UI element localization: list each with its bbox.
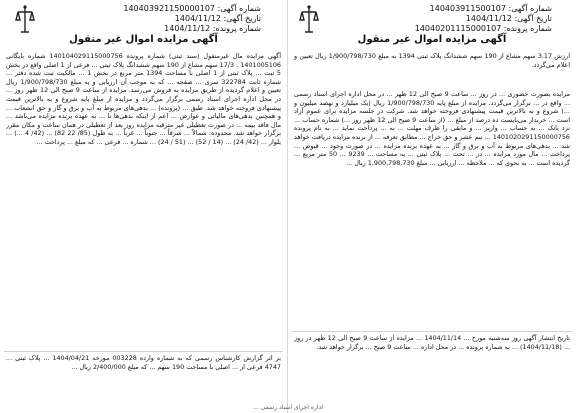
right-divider (292, 331, 572, 332)
right-masthead (288, 0, 576, 50)
right-ad-number: شماره آگهی: 140403911500107 (429, 4, 552, 13)
right-ad-column (288, 0, 576, 413)
judiciary-emblem-icon (298, 4, 320, 34)
left-ad-footnote: بر اثر گزارش کارشناس رسمی که به شماره وارده 003228 مورخه 1404/04/21 ... پلاک ثبتی ... 4747 فرعی از ... اصلی با مساحت 190 سهم ... که مبلغ 2/400/000 ریال ... (6, 354, 281, 371)
left-ad-meta (123, 4, 261, 34)
right-ad-date: تاریخ آگهی: 1404/11/12 (465, 14, 552, 23)
right-ad-body: مزایده بصورت حضوری ... در روز ... ساعت 9 صبح الی 12 ظهر ... در محل اداره اجرای اسناد رسمی ... واقع در ... برگزار می‌گردد. مزایده از مبلغ پایه 1/900/798/730 ریال (یک میلیارد و نهصد میلیون و ...) شروع و به بالاترین قیمت پیشنهادی فروخته خواهد شد. شرکت در جلسه مزایده برای عموم آزاد است ... خریدار می‌بایست ده درصد از مبلغ ... (از ساعت 9 صبح الی 12 ظهر روز ...) شماره حساب ... نزد بانک ... به حساب ... واریز ... و مابقی را ظرف مهلت ... به ... پرداخت نماید ... به نام پرونده 1401020291150000756 ... نیم عشر و حق حراج ... مطابق تعرفه ... از برنده مزایده دریافت خواهد شد ... بدهی‌های مربوط به آب و برق و گاز ... به عهده برنده مزایده ... در صورت وجود ... قبوض ... پرداخت ... مال مورد مزایده ... در ... تحت ... پلاک ثبتی ... به مساحت ... 9239 ... 50 متر مربع ... گردیده است ... به نحوی که ... ملاحظه ... ارزیابی ... مبلغ 1,900,798,730 ریال ... (294, 90, 570, 167)
left-case-number: شماره پرونده: 1404/11/12 (164, 24, 261, 33)
left-ad-body: آگهی مزایده مال غیرمنقول (سند ثبتی) شماره پرونده 140104029115000756 شماره بایگانی 1401005106 . 17/3 سهم مشاع از 190 سهم ششدانگ پلاک ثبتی ... فرعی از 1 اصلی واقع در بخش 5 ثبت ... پلاک ثبتی از 1 اصلی با مساحت 1394 متر مربع در بخش 1 ... مالکیت ثبت شده دفتر ... شماره ثابت 322784 سری ... صفحه ... که به موجب آن ارزیابی و به مبلغ 1/900/798/730 ریال تعیین و اعلام گردیده از طریق مزایده به فروش می‌رسد. مزایده از ساعت 9 صبح الی 12 ظهر روز ... در محل اداره اجرای اسناد رسمی برگزار می‌گردد و مزایده از مبلغ پایه شروع و به بالاترین قیمت پیشنهادی فروخته خواهد شد. طبق ... (پرونده) ... بدهی‌های مربوط به آب و برق و گاز و حق انشعاب ... و همچنین بدهی‌های مالیاتی و عوارض ... اعم از اینکه بدهی‌ها تا ... به عهده برنده مزایده می‌باشد ... مال فاقد بیمه ... در صورت تعطیلی غیر مترقبه مزایده روز بعد از تعطیلی در همان ساعت و مکان مقرر برگزار خواهد شد. محدوده: شمالاً ... شرقاً ... جنوباً ... غرباً ... به طول (85/ 22 82) ... (42/ 4 ...) ... بلوار ... (42/ 24) ... (14 / 52) ... (51 / 24) ... شماره ... فرعی ... که مبلغ ... پرداخت ... (6, 52, 281, 146)
right-ad-footnote: تاریخ انتشار آگهی روز سه‌شنبه مورخ ... 1404/11/14 ... مزایده از ساعت 9 صبح الی 12 ظهر در روز ... (1404/11/18) ... به شماره پرونده ... در محل اداره ... ساعت 9 صبح ... برگزار خواهد شد. (294, 334, 570, 351)
left-ad-title: آگهی مزایده اموال غیر منقول (69, 34, 218, 45)
judiciary-emblem-icon (14, 4, 36, 34)
right-ad-meta (415, 4, 552, 34)
left-ad-date: تاریخ آگهی: 1404/11/12 (174, 14, 261, 23)
page-footer: اداره اجرای اسناد رسمی ... (253, 404, 323, 411)
right-ad-title: آگهی مزایده اموال غیر منقول (357, 34, 507, 45)
right-case-number: شماره پرونده: 14040201115000107 (414, 24, 552, 33)
right-ad-lead: ارزش 3.17 سهم مشاع از 190 سهم ششدانگ پلاک ثبتی 1394 به مبلغ 1/900/798/730 ریال تعیین و اعلام می‌گردد. (294, 52, 570, 69)
left-divider (4, 351, 283, 352)
left-ad-number: شماره آگهی: 140403921150000107 (123, 4, 261, 13)
left-masthead (0, 0, 287, 50)
